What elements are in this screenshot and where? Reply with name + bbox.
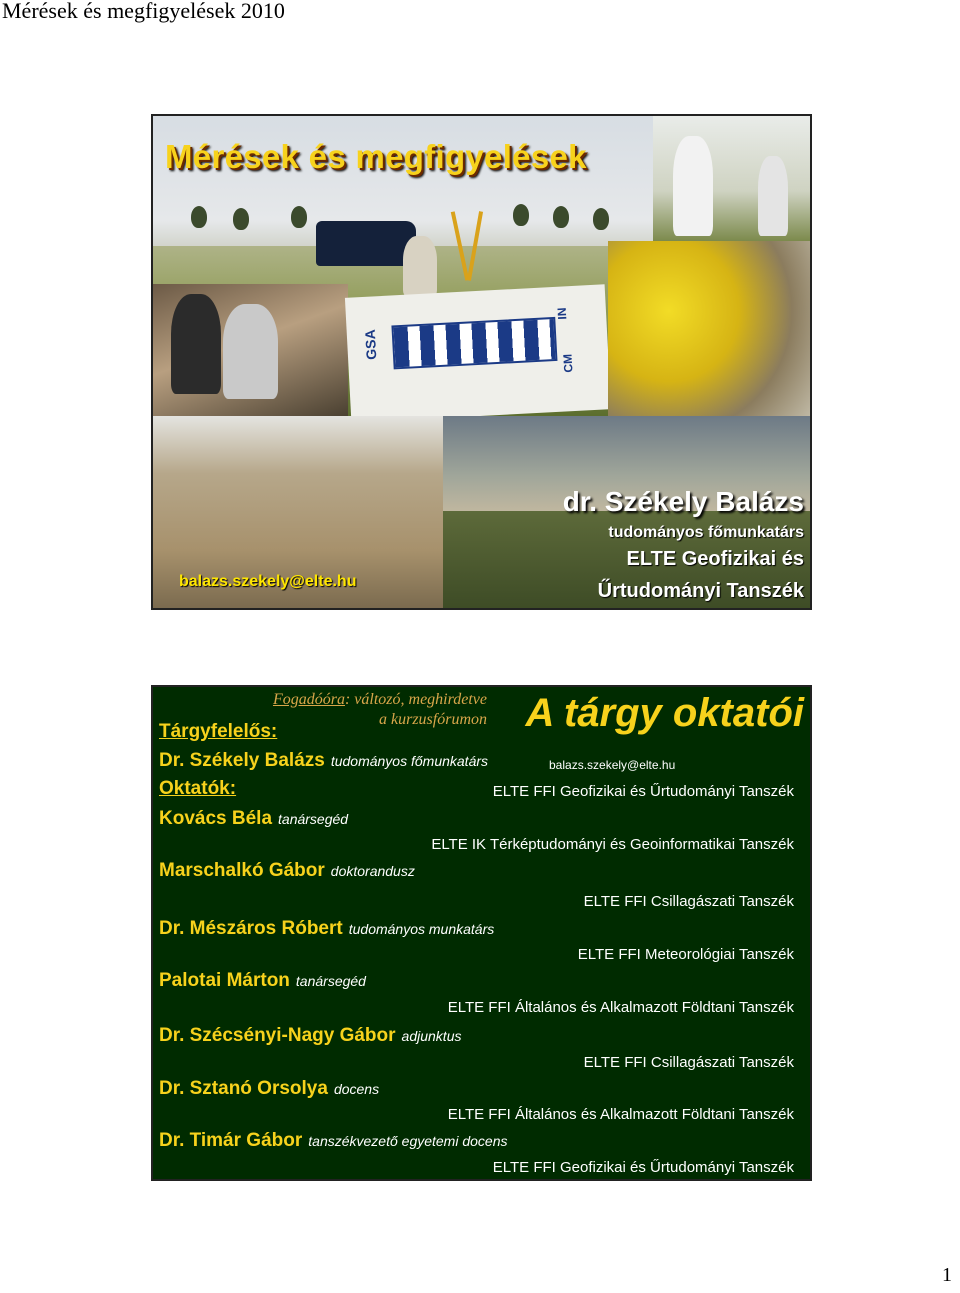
scale-label-gsa: GSA	[361, 329, 380, 361]
person-name: Dr. Sztanó Orsolya	[159, 1078, 328, 1099]
person-role: tanszékvezető egyetemi docens	[308, 1133, 508, 1149]
tree-icon	[233, 208, 249, 230]
tree-icon	[291, 206, 307, 228]
instructor-row	[159, 1078, 379, 1100]
instructor-row	[159, 808, 348, 830]
person-name: Dr. Szécsényi-Nagy Gábor	[159, 1025, 396, 1046]
slide-title-text: Mérések és megfigyelések	[165, 138, 587, 175]
instructor-row	[159, 860, 415, 882]
person-role: adjunktus	[401, 1028, 462, 1044]
person-dept: ELTE FFI Csillagászati Tanszék	[583, 1054, 794, 1071]
slide-title	[151, 114, 812, 610]
person-role: tanársegéd	[295, 973, 366, 989]
person-dept: ELTE FFI Geofizikai és Űrtudományi Tanszék	[492, 783, 794, 800]
instructor-row	[159, 1025, 461, 1047]
lecturer-role: tudományos főmunkatárs	[608, 524, 804, 541]
person-name: Dr. Mészáros Róbert	[159, 918, 343, 939]
person-name: Kovács Béla	[159, 808, 273, 829]
geophysics-survey-photo	[653, 116, 810, 241]
scale-label-cm: CM	[560, 353, 576, 373]
person-dept: ELTE FFI Általános és Alkalmazott Földtani Tanszék	[447, 1106, 794, 1123]
slide-instructors	[151, 685, 812, 1181]
instructor-row	[159, 918, 494, 940]
contact-email[interactable]: balazs.szekely@elte.hu	[179, 573, 357, 590]
researcher-figure	[223, 304, 278, 399]
instructor-row	[159, 970, 366, 992]
person-role: doktorandusz	[330, 863, 415, 879]
researcher-figure	[171, 294, 221, 394]
lecturer-dept-line2: Űrtudományi Tanszék	[597, 580, 804, 602]
person-name: Dr. Timár Gábor	[159, 1130, 303, 1151]
person-dept: ELTE FFI Meteorológiai Tanszék	[577, 946, 794, 963]
person-dept: ELTE IK Térképtudományi és Geoinformatikai Tanszék	[431, 836, 794, 853]
person-name: Marschalkó Gábor	[159, 860, 325, 881]
responsible-label: Tárgyfelelős:	[159, 721, 278, 742]
person-dept: ELTE FFI Általános és Alkalmazott Földtani Tanszék	[447, 999, 794, 1016]
office-hours-text2: a kurzusfórumon	[378, 711, 487, 728]
scale-bar-image	[391, 317, 557, 370]
instructor-row	[159, 1130, 508, 1152]
researcher-figure	[758, 156, 788, 236]
person-dept: ELTE FFI Geofizikai és Űrtudományi Tanszék	[492, 1159, 794, 1176]
tree-icon	[593, 208, 609, 230]
office-hours-text: : változó, meghirdetve	[344, 691, 487, 708]
lecturer-name: dr. Székely Balázs	[562, 486, 804, 517]
person-dept: ELTE FFI Csillagászati Tanszék	[583, 893, 794, 910]
person-role: docens	[333, 1081, 380, 1097]
responsible-email[interactable]: balazs.szekely@elte.hu	[549, 758, 676, 772]
office-hours-link[interactable]: Fogadóóra	[272, 691, 345, 708]
instructors-label: Oktatók:	[159, 778, 237, 799]
responsible-person	[159, 750, 488, 772]
sampling-photo	[608, 241, 810, 416]
document-header: Mérések és megfigyelések 2010	[2, 0, 285, 23]
person-name: Dr. Székely Balázs	[159, 750, 325, 771]
person-name: Palotai Márton	[159, 970, 290, 991]
grain-size-scale-card	[345, 284, 611, 422]
person-role: tudományos főmunkatárs	[330, 753, 489, 769]
person-role: tanársegéd	[278, 811, 349, 827]
lab-equipment-photo	[153, 284, 348, 416]
scale-label-in: IN	[554, 307, 570, 320]
tree-icon	[553, 206, 569, 228]
lecturer-dept-line1: ELTE Geofizikai és	[626, 548, 804, 570]
page-number: 1	[942, 1264, 952, 1286]
researcher-figure	[673, 136, 713, 236]
person-role: tudományos munkatárs	[348, 921, 495, 937]
tree-icon	[191, 206, 207, 228]
office-hours-note	[241, 690, 487, 730]
surveyor-figure	[403, 236, 437, 296]
slide2-title: A tárgy oktatói	[525, 691, 804, 735]
pickup-truck-image	[316, 221, 416, 266]
tree-icon	[513, 204, 529, 226]
